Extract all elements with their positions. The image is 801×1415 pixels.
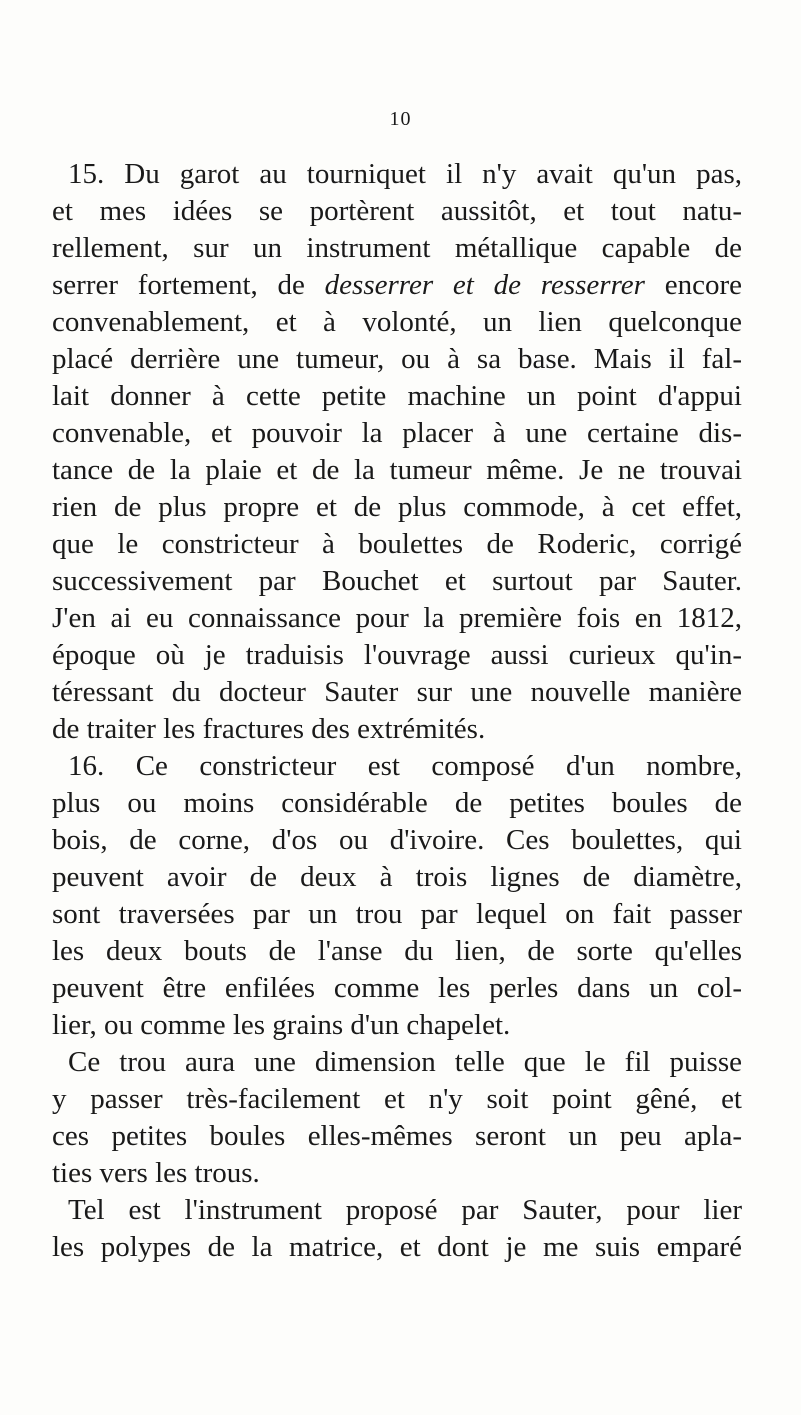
text-line: ces petites boules elles-mêmes seront un peu apla- bbox=[52, 1120, 742, 1152]
text-line: ties vers les trous. bbox=[52, 1157, 260, 1189]
text-line: successivement par Bouchet et surtout par Sauter. bbox=[52, 565, 742, 597]
text-line: téressant du docteur Sauter sur une nouvelle manière bbox=[52, 676, 742, 708]
text-line: placé derrière une tumeur, ou à sa base. Mais il fal- bbox=[52, 343, 742, 375]
text-line: lait donner à cette petite machine un point d'appui bbox=[52, 380, 742, 412]
text-line: tance de la plaie et de la tumeur même. Je ne trouvai bbox=[52, 454, 742, 486]
text-line-italic-mix bbox=[52, 267, 742, 303]
text-line: convenable, et pouvoir la placer à une certaine dis- bbox=[52, 417, 742, 449]
text-line: plus ou moins considérable de petites boules de bbox=[52, 787, 742, 819]
text-line: de traiter les fractures des extrémités. bbox=[52, 713, 486, 745]
text-line: peuvent être enfilées comme les perles dans un col- bbox=[52, 972, 742, 1004]
text-line: époque où je traduisis l'ouvrage aussi curieux qu'in- bbox=[52, 639, 742, 671]
page-number: 10 bbox=[389, 108, 412, 130]
text-line: et mes idées se portèrent aussitôt, et tout natu- bbox=[52, 195, 742, 227]
text-line: 15. Du garot au tourniquet il n'y avait qu'un pas, bbox=[68, 158, 742, 190]
text-line: sont traversées par un trou par lequel on fait passer bbox=[52, 898, 742, 930]
text-line: les polypes de la matrice, et dont je me suis emparé bbox=[52, 1231, 742, 1263]
text-line: que le constricteur à boulettes de Roderic, corrigé bbox=[52, 528, 742, 560]
text-line: rellement, sur un instrument métallique capable de bbox=[52, 232, 742, 264]
text-line: Ce trou aura une dimension telle que le fil puisse bbox=[68, 1046, 742, 1078]
text-segment: encore bbox=[644, 269, 742, 301]
text-line: convenablement, et à volonté, un lien quelconque bbox=[52, 306, 742, 338]
text-line: y passer très-facilement et n'y soit point gêné, et bbox=[52, 1083, 742, 1115]
text-line: J'en ai eu connaissance pour la première fois en 1812, bbox=[52, 602, 742, 634]
text-line: Tel est l'instrument proposé par Sauter, pour lier bbox=[68, 1194, 742, 1226]
text-line: rien de plus propre et de plus commode, à cet effet, bbox=[52, 491, 742, 523]
italic-text: desserrer et de resserrer bbox=[324, 269, 645, 301]
text-line: 16. Ce constricteur est composé d'un nombre, bbox=[68, 750, 742, 782]
text-line: les deux bouts de l'anse du lien, de sorte qu'elles bbox=[52, 935, 742, 967]
text-line: lier, ou comme les grains d'un chapelet. bbox=[52, 1009, 511, 1041]
text-line: peuvent avoir de deux à trois lignes de diamètre, bbox=[52, 861, 742, 893]
text-segment: serrer fortement, de bbox=[52, 269, 325, 301]
text-line: bois, de corne, d'os ou d'ivoire. Ces boulettes, qui bbox=[52, 824, 742, 856]
